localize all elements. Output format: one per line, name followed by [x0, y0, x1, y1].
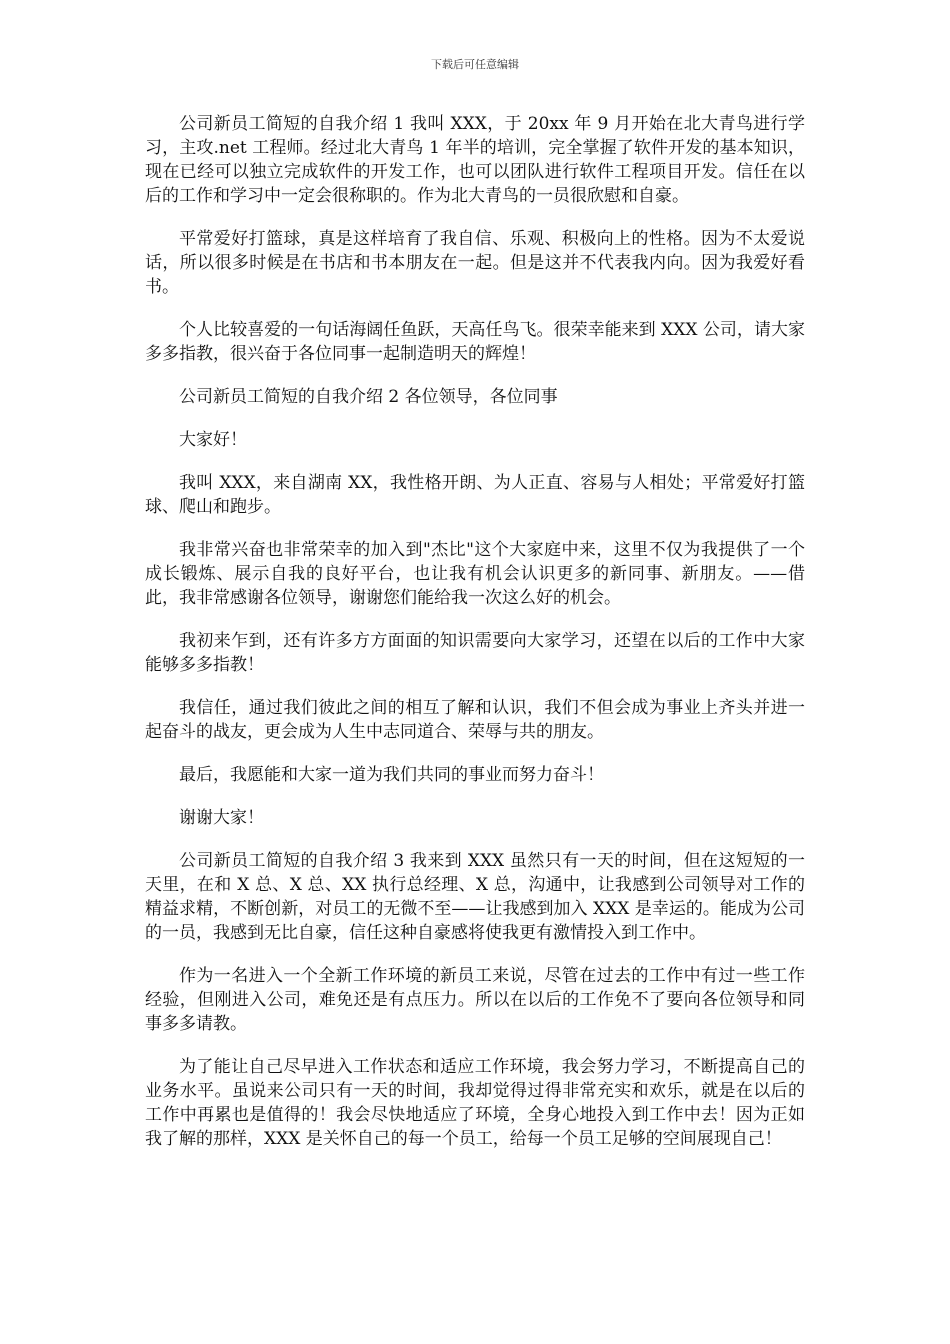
paragraph: 我叫 XXX，来自湖南 XX，我性格开朗、为人正直、容易与人相处；平常爱好打篮球、爬山和跑步。 — [145, 473, 805, 517]
paragraph: 公司新员工简短的自我介绍 2 各位领导，各位同事 — [179, 387, 558, 407]
paragraph: 个人比较喜爱的一句话海阔任鱼跃，天高任鸟飞。很荣幸能来到 XXX 公司，请大家多多指教，很兴奋于各位同事一起制造明天的辉煌！ — [145, 320, 805, 364]
paragraph: 最后，我愿能和大家一道为我们共同的事业而努力奋斗！ — [179, 765, 604, 785]
paragraph: 公司新员工简短的自我介绍 3 我来到 XXX 虽然只有一天的时间，但在这短短的一天里，在和 X 总、X 总、XX 执行总经理、X 总，沟通中，让我感到公司领导对工作的精益求精，不断创新，对员工的无微不至——让我感到加入 XXX 是幸运的。能成为公司的一员，我感到无比自豪，信任这种自豪感将使我更有激情投入到工作中。 — [145, 851, 805, 943]
paragraph: 大家好！ — [179, 430, 247, 450]
paragraph: 我初来乍到，还有许多方方面面的知识需要向大家学习，还望在以后的工作中大家能够多多指教！ — [145, 631, 805, 675]
paragraph: 为了能让自己尽早进入工作状态和适应工作环境，我会努力学习，不断提高自己的业务水平。虽说来公司只有一天的时间，我却觉得过得非常充实和欢乐，就是在以后的工作中再累也是值得的！我会尽快地适应了环境，全身心地投入到工作中去！因为正如我了解的那样，XXX 是关怀自己的每一个员工，给每一个员工足够的空间展现自己！ — [145, 1057, 805, 1149]
paragraph: 公司新员工简短的自我介绍 1 我叫 XXX，于 20xx 年 9 月开始在北大青鸟进行学习，主攻.net 工程师。经过北大青鸟 1 年半的培训，完全掌握了软件开发的基本知识，现在已经可以独立完成软件的开发工作，也可以团队进行软件工程项目开发。信任在以后的工作和学习中一定会很称职的。作为北大青鸟的一员很欣慰和自豪。 — [145, 114, 805, 206]
paragraph: 平常爱好打篮球，真是这样培育了我自信、乐观、积极向上的性格。因为不太爱说话，所以很多时候是在书店和书本朋友在一起。但是这并不代表我内向。因为我爱好看书。 — [145, 229, 805, 297]
paragraph: 谢谢大家！ — [179, 808, 264, 828]
paragraph: 作为一名进入一个全新工作环境的新员工来说，尽管在过去的工作中有过一些工作经验，但刚进入公司，难免还是有点压力。所以在以后的工作免不了要向各位领导和同事多多请教。 — [145, 966, 805, 1034]
header-note: 下载后可任意编辑 — [431, 58, 519, 71]
paragraph: 我非常兴奋也非常荣幸的加入到"杰比"这个大家庭中来，这里不仅为我提供了一个成长锻炼、展示自我的良好平台，也让我有机会认识更多的新同事、新朋友。——借此，我非常感谢各位领导，谢谢您们能给我一次这么好的机会。 — [145, 540, 805, 608]
paragraph: 我信任，通过我们彼此之间的相互了解和认识，我们不但会成为事业上齐头并进一起奋斗的战友，更会成为人生中志同道合、荣辱与共的朋友。 — [145, 698, 805, 742]
document-body — [145, 112, 805, 1170]
